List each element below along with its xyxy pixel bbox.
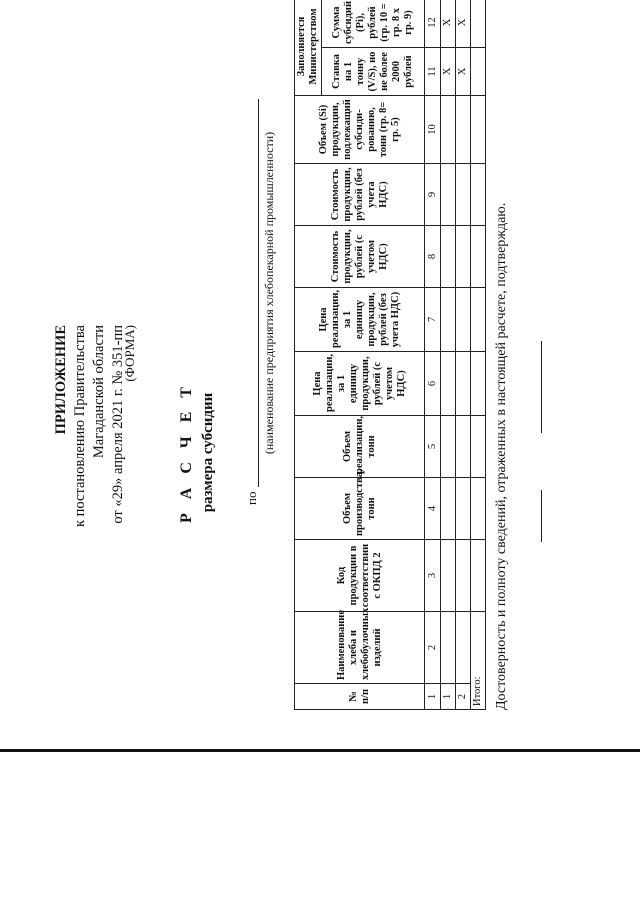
table-cell bbox=[471, 352, 486, 416]
po-label: по bbox=[244, 491, 259, 505]
header-cell: Ставка на 1 тонну (V/S), но не более 2000 рублей bbox=[322, 48, 425, 96]
column-number: 11 bbox=[425, 48, 441, 96]
total-label: Итого: bbox=[471, 612, 486, 710]
table-cell bbox=[471, 48, 486, 96]
table-cell: 1 bbox=[441, 684, 456, 710]
header-cell: Цена реализации, за 1 единицу продукции, рублей (с учетом НДС) bbox=[295, 352, 425, 416]
confirmation-text: Достоверность и полноту сведений, отраженных в настоящей расчете, подтверждаю. bbox=[494, 202, 509, 710]
table-cell: X bbox=[441, 0, 456, 48]
table-cell bbox=[456, 612, 471, 684]
header-cell: Стоимость продукции, рублей (без учета НДС) bbox=[295, 164, 425, 226]
column-number: 1 bbox=[425, 684, 441, 710]
table-cell bbox=[456, 288, 471, 352]
document-title: Р А С Ч Е Т bbox=[178, 382, 195, 523]
table-cell bbox=[471, 540, 486, 612]
table-cell bbox=[441, 416, 456, 478]
table-cell bbox=[471, 288, 486, 352]
table-cell bbox=[441, 164, 456, 226]
column-number: 7 bbox=[425, 288, 441, 352]
table-row bbox=[441, 0, 456, 710]
header-cell: Объем производства, тонн bbox=[295, 478, 425, 540]
table-cell: X bbox=[456, 0, 471, 48]
table-cell bbox=[456, 352, 471, 416]
column-number: 10 bbox=[425, 96, 441, 164]
header-cell: Наименование хлеба и хлебобулочных изделий bbox=[295, 612, 425, 684]
appendix-line-1: к постановлению Правительства bbox=[72, 325, 88, 527]
header-cell: Цена реализации, за 1 единицу продукции, рублей (без учета НДС) bbox=[295, 288, 425, 352]
table-cell bbox=[471, 0, 486, 48]
table-cell bbox=[456, 478, 471, 540]
table-cell: 2 bbox=[456, 684, 471, 710]
document-subtitle: размера субсидии bbox=[200, 392, 216, 513]
total-row bbox=[471, 0, 486, 710]
signature-line bbox=[541, 490, 542, 542]
table-cell bbox=[471, 416, 486, 478]
table-cell bbox=[456, 96, 471, 164]
table-cell bbox=[471, 96, 486, 164]
appendix-title: ПРИЛОЖЕНИЕ bbox=[53, 325, 69, 435]
table-cell: X bbox=[441, 48, 456, 96]
header-cell: Стоимость продукции, рублей (с учетом НДС) bbox=[295, 226, 425, 288]
column-number: 4 bbox=[425, 478, 441, 540]
table-cell bbox=[456, 226, 471, 288]
header-cell: Сумма субсидий (Pi), рублей (гр. 10 = гр. 8 х гр. 9) bbox=[322, 0, 425, 48]
column-number: 6 bbox=[425, 352, 441, 416]
table-cell bbox=[441, 612, 456, 684]
enterprise-name-caption: (наименование предприятия хлебопекарной промышленности) bbox=[262, 131, 276, 455]
subsidy-table bbox=[294, 0, 486, 710]
column-number: 2 bbox=[425, 612, 441, 684]
table-cell bbox=[456, 416, 471, 478]
signature-name-line bbox=[541, 341, 542, 433]
table-cell bbox=[456, 540, 471, 612]
appendix-line-2: Магаданской области bbox=[91, 325, 107, 459]
scan-edge-line bbox=[0, 749, 640, 752]
appendix-line-3: от «29» апреля 2021 г. № 351-пп bbox=[110, 325, 126, 524]
table-cell bbox=[471, 478, 486, 540]
column-number: 8 bbox=[425, 226, 441, 288]
table-cell bbox=[441, 96, 456, 164]
column-number-row bbox=[425, 0, 441, 710]
group-header-cell: Заполняется Министерством bbox=[295, 0, 322, 96]
enterprise-name-line bbox=[258, 99, 259, 487]
table-cell bbox=[441, 478, 456, 540]
appendix-block bbox=[52, 325, 128, 905]
table-row bbox=[456, 0, 471, 710]
column-number: 3 bbox=[425, 540, 441, 612]
table-cell bbox=[441, 540, 456, 612]
table-cell bbox=[441, 226, 456, 288]
form-label: (ФОРМА) bbox=[122, 325, 137, 382]
table-cell bbox=[471, 226, 486, 288]
header-cell: Объем (Si) продукции, подлежащий субсиди-рованию, тонн (гр. 8= гр. 5) bbox=[295, 96, 425, 164]
header-cell: Объем реализации, тонн bbox=[295, 416, 425, 478]
header-cell: № п/п bbox=[295, 684, 425, 710]
column-number: 12 bbox=[425, 0, 441, 48]
table-cell bbox=[441, 352, 456, 416]
table-cell: X bbox=[456, 48, 471, 96]
table-cell bbox=[441, 288, 456, 352]
table-cell bbox=[471, 164, 486, 226]
table-cell bbox=[456, 164, 471, 226]
column-number: 5 bbox=[425, 416, 441, 478]
header-cell: Код продукции в соответствии с ОКПД 2 bbox=[295, 540, 425, 612]
column-number: 9 bbox=[425, 164, 441, 226]
